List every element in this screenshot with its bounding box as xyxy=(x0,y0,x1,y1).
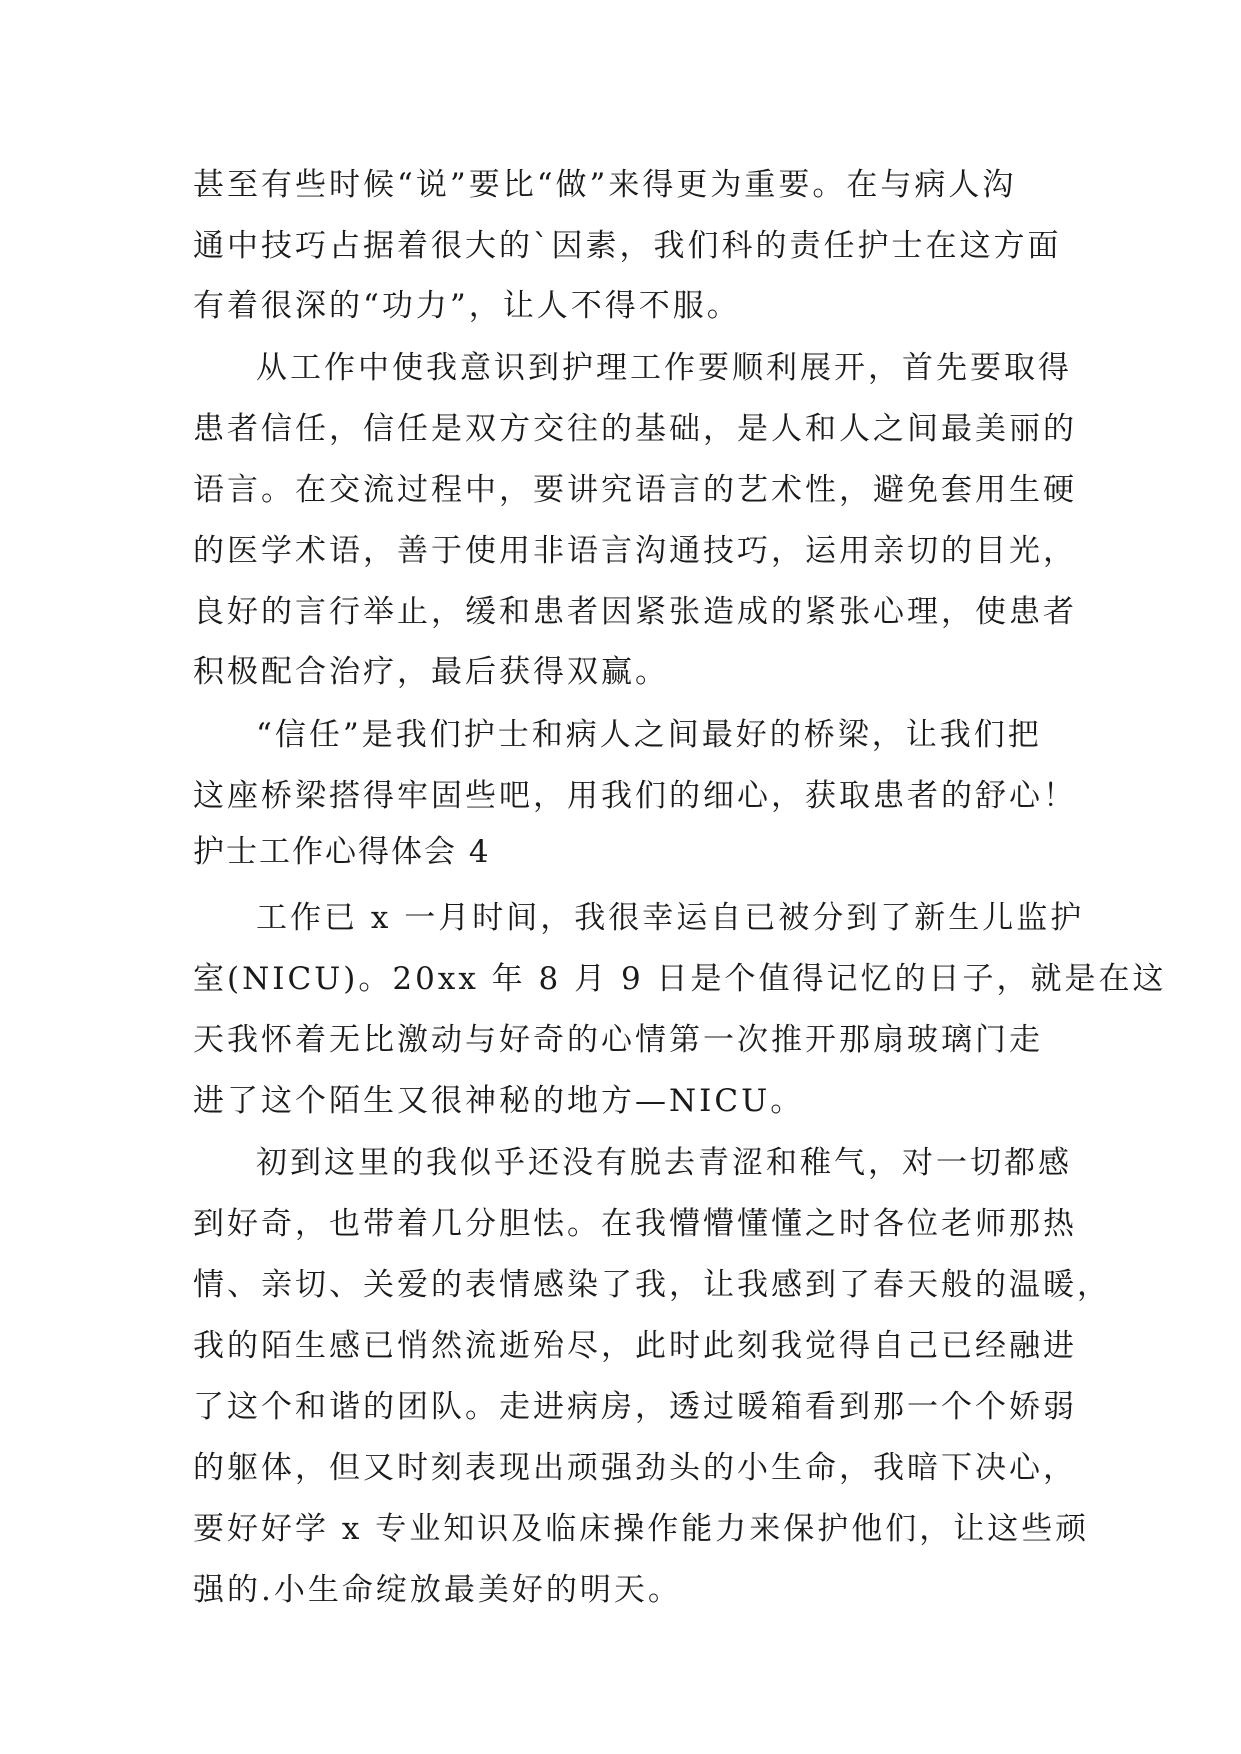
text-line: 了这个和谐的团队。走进病房，透过暖箱看到那一个个娇弱 xyxy=(193,1389,1077,1425)
text-line: 强的.小生命绽放最美好的明天。 xyxy=(193,1572,682,1608)
text-line: 从工作中使我意识到护理工作要顺利展开，首先要取得 xyxy=(256,350,1072,386)
text-line: 甚至有些时候“说”要比“做”来得更为重要。在与病人沟 xyxy=(193,167,1017,203)
text-line: 情、亲切、关爱的表情感染了我，让我感到了春天般的温暖， xyxy=(193,1267,1111,1303)
text-line: 积极配合治疗，最后获得双赢。 xyxy=(193,654,669,690)
text-line: 良好的言行举止，缓和患者因紧张造成的紧张心理，使患者 xyxy=(193,594,1077,630)
text-line: 初到这里的我似乎还没有脱去青涩和稚气，对一切都感 xyxy=(256,1145,1072,1181)
text-line: 进了这个陌生又很神秘的地方—NICU。 xyxy=(193,1083,805,1119)
text-line: 工作已 x 一月时间，我很幸运自已被分到了新生儿监护 xyxy=(256,900,1085,936)
text-line: 有着很深的“功力”，让人不得不服。 xyxy=(193,288,741,324)
text-line: 的医学术语，善于使用非语言沟通技巧，运用亲切的目光， xyxy=(193,533,1077,569)
text-line: 我的陌生感已悄然流逝殆尽，此时此刻我觉得自己已经融进 xyxy=(193,1328,1077,1364)
text-line: 要好好学 x 专业知识及临床操作能力来保护他们，让这些顽 xyxy=(193,1511,1090,1547)
text-line: 通中技巧占据着很大的`因素，我们科的责任护士在这方面 xyxy=(193,228,1062,264)
text-line: 语言。在交流过程中，要讲究语言的艺术性，避免套用生硬 xyxy=(193,472,1077,508)
text-line: 这座桥梁搭得牢固些吧，用我们的细心，获取患者的舒心！ xyxy=(193,778,1077,814)
text-line: 的躯体，但又时刻表现出顽强劲头的小生命，我暗下决心， xyxy=(193,1450,1077,1486)
section-heading: 护士工作心得体会 4 xyxy=(193,834,491,870)
text-line: “信任”是我们护士和病人之间最好的桥梁，让我们把 xyxy=(256,717,1042,753)
text-line: 到好奇，也带着几分胆怯。在我懵懵懂懂之时各位老师那热 xyxy=(193,1206,1077,1242)
text-line: 天我怀着无比激动与好奇的心情第一次推开那扇玻璃门走 xyxy=(193,1022,1043,1058)
text-line: 室(NICU)。20xx 年 8 月 9 日是个值得记忆的日子，就是在这 xyxy=(193,961,1167,997)
text-line: 患者信任，信任是双方交往的基础，是人和人之间最美丽的 xyxy=(193,411,1077,447)
